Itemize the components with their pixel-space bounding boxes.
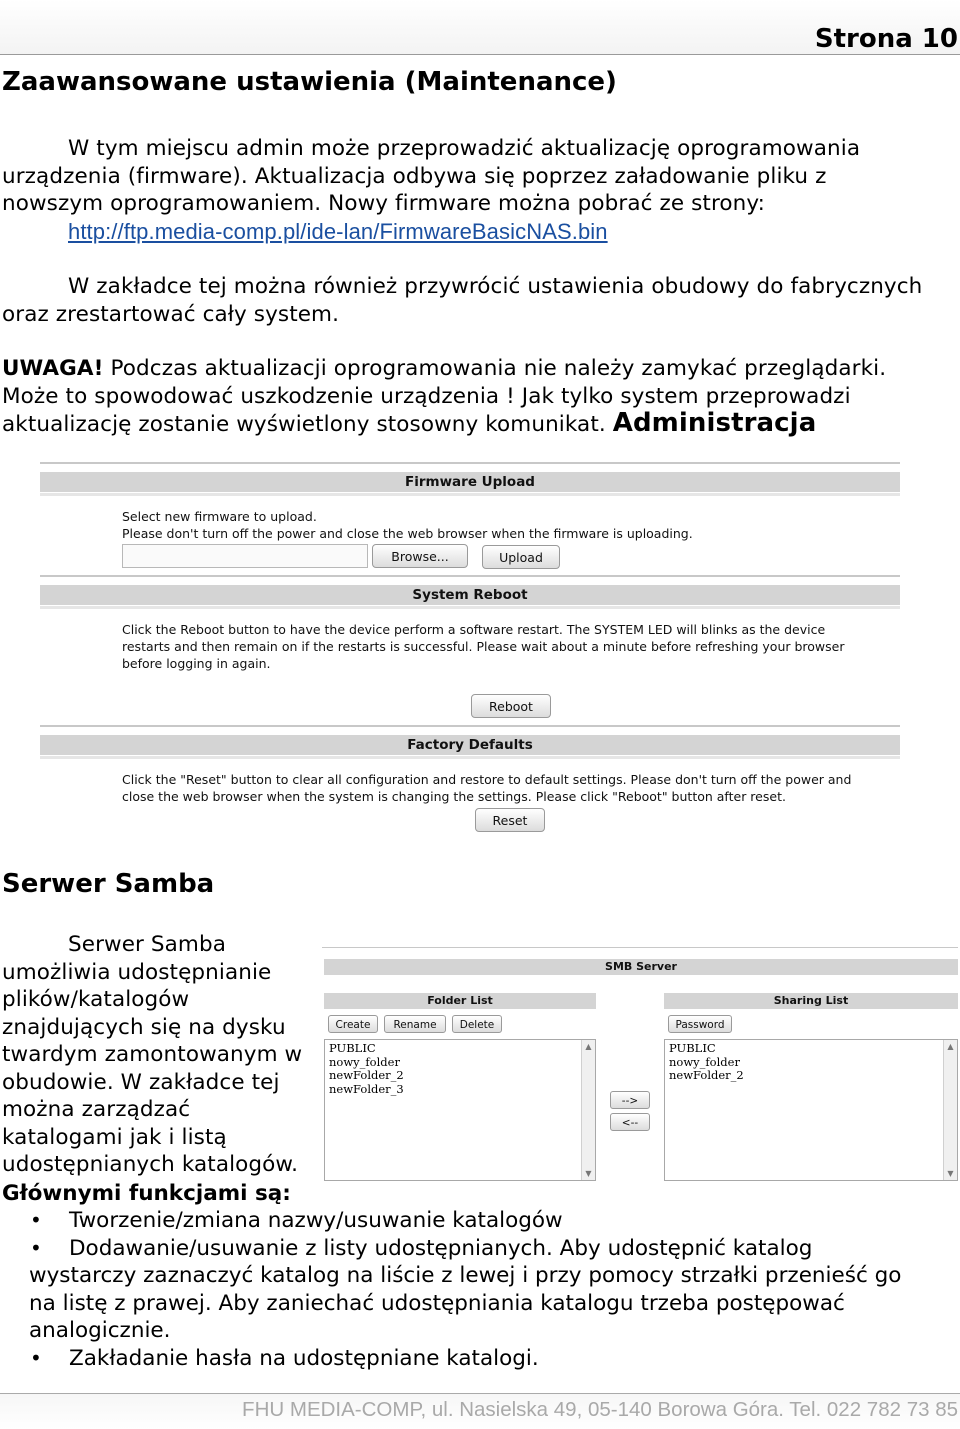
samba-paragraph [2, 931, 332, 1179]
list-item [0, 1235, 960, 1345]
firmware-text-2: Please don't turn off the power and close the web browser when the firmware is uploading. [122, 526, 693, 541]
reset-button[interactable]: Reset [475, 808, 545, 832]
bullet-icon: • [30, 1345, 42, 1370]
reboot-text-2: restarts and then remain on if the restarts is successful. Please wait about a minute before refreshing your browser [122, 639, 845, 654]
factory-top-line [40, 725, 900, 727]
list-item[interactable]: PUBLIC [669, 1041, 716, 1055]
reset-line-1: W zakładce tej można również przywrócić ustawienia obudowy do fabrycznych [68, 274, 923, 299]
reset-line-2: oraz zrestartować cały system. [2, 301, 340, 327]
bullet-text-cont: analogicznie. [29, 1318, 171, 1343]
warning-line-1: Podczas aktualizacji oprogramowania nie należy zamykać przeglądarki. [103, 356, 887, 381]
samba-line-3: plików/katalogów [2, 987, 190, 1012]
bullet-text-cont: na listę z prawej. Aby zaniechać udostępniania katalogu trzeba postępować [29, 1290, 845, 1316]
firmware-text-1: Select new firmware to upload. [122, 509, 317, 524]
list-item [0, 1207, 960, 1235]
folder-listbox[interactable] [324, 1039, 596, 1181]
samba-line-8: katalogami jak i listą [2, 1124, 227, 1150]
firmware-download-link[interactable]: http://ftp.media-comp.pl/ide-lan/FirmwareBasicNAS.bin [68, 218, 608, 244]
reboot-button[interactable]: Reboot [471, 694, 551, 718]
warning-line-2: Może to spowodować uszkodzenie urządzenia ! Jak tylko system przeprowadzi [2, 383, 851, 409]
list-item[interactable]: newFolder_2 [329, 1068, 404, 1082]
delete-folder-button[interactable]: Delete [452, 1015, 502, 1033]
bullet-icon: • [30, 1235, 42, 1260]
warning-paragraph [2, 355, 960, 439]
sharing-listbox[interactable] [664, 1039, 958, 1181]
create-folder-button[interactable]: Create [328, 1015, 378, 1033]
list-item[interactable]: nowy_folder [329, 1054, 400, 1069]
samba-line-6: obudowie. W zakładce tej [2, 1069, 280, 1095]
reset-paragraph [2, 273, 960, 328]
samba-line-5: twardym zamontowanym w [2, 1042, 303, 1067]
header-divider [0, 54, 960, 55]
list-item[interactable]: newFolder_2 [669, 1068, 744, 1082]
maintenance-screenshot [40, 462, 900, 842]
samba-line-1: Serwer Samba [68, 932, 226, 957]
bullet-text: Tworzenie/zmiana nazwy/usuwanie katalogów [69, 1208, 563, 1233]
administracja-heading: Administracja [612, 408, 817, 438]
bullet-text: Dodawanie/usuwanie z listy udostępnianych. Aby udostępnić katalog [69, 1235, 813, 1261]
bullet-text-cont: wystarczy zaznaczyć katalog na liście z lewej i przy pomocy strzałki przenieść go [29, 1263, 902, 1288]
bullet-icon: • [30, 1208, 42, 1232]
list-item[interactable]: PUBLIC [329, 1041, 376, 1055]
sharing-list-title: Sharing List [664, 993, 958, 1009]
system-reboot-title: System Reboot [40, 585, 900, 605]
scroll-down-icon[interactable]: ▼ [947, 1169, 954, 1178]
samba-line-4: znajdujących się na dysku [2, 1014, 286, 1040]
functions-list [0, 1207, 960, 1372]
smb-server-title: SMB Server [324, 959, 958, 975]
scroll-up-icon[interactable]: ▲ [585, 1042, 592, 1051]
move-right-button[interactable]: --> [610, 1091, 650, 1109]
factory-defaults-title: Factory Defaults [40, 735, 900, 755]
browse-button[interactable]: Browse... [372, 544, 468, 568]
page-title: Zaawansowane ustawienia (Maintenance) [2, 67, 617, 97]
bullet-text: Zakładanie hasła na udostępniane katalogi. [69, 1345, 539, 1371]
list-item[interactable]: newFolder_3 [329, 1081, 404, 1096]
list-item [0, 1345, 960, 1373]
warning-label: UWAGA! [2, 356, 104, 381]
warning-line-3: aktualizację zostanie wyświetlony stosowny komunikat. [2, 412, 613, 437]
reboot-top-line [40, 575, 900, 577]
smb-screenshot [322, 947, 958, 1183]
samba-line-9: udostępnianych katalogów. [2, 1152, 299, 1177]
factory-bar-line [40, 756, 900, 759]
factory-text-2: close the web browser when the system is changing the settings. Please click "Reboot" button after reset. [122, 789, 786, 804]
sharing-list-scrollbar[interactable] [943, 1040, 957, 1180]
upload-button[interactable]: Upload [482, 545, 560, 569]
firmware-top-line [40, 462, 900, 464]
samba-heading: Serwer Samba [2, 869, 215, 899]
list-item[interactable]: nowy_folder [669, 1054, 740, 1069]
intro-paragraph [2, 135, 960, 246]
intro-line-1: W tym miejscu admin może przeprowadzić aktualizację oprogramowania [68, 136, 861, 161]
reboot-bar-line [40, 606, 900, 609]
footer-text: FHU MEDIA-COMP, ul. Nasielska 49, 05-140 Borowa Góra. Tel. 022 782 73 85 [242, 1398, 958, 1421]
intro-line-2: urządzenia (firmware). Aktualizacja odbywa się poprzez załadowanie pliku z [2, 163, 827, 189]
samba-line-7: można zarządzać [2, 1097, 191, 1122]
intro-line-3: nowszym oprogramowaniem. Nowy firmware można pobrać ze strony: [2, 191, 766, 216]
functions-label: Głównymi funkcjami są: [2, 1181, 291, 1206]
firmware-file-field[interactable] [122, 544, 368, 568]
reboot-text-1: Click the Reboot button to have the device perform a software restart. The SYSTEM LED will blinks as the device [122, 622, 826, 637]
rename-folder-button[interactable]: Rename [384, 1015, 446, 1033]
samba-line-2: umożliwia udostępnianie [2, 959, 272, 985]
folder-list-title: Folder List [324, 993, 596, 1009]
smb-top-line [322, 947, 958, 948]
reboot-text-3: before logging in again. [122, 656, 271, 671]
scroll-up-icon[interactable]: ▲ [947, 1042, 954, 1051]
footer-divider [0, 1393, 960, 1394]
folder-list-scrollbar[interactable] [581, 1040, 595, 1180]
firmware-bar-line [40, 493, 900, 496]
password-button[interactable]: Password [668, 1015, 732, 1033]
firmware-upload-title: Firmware Upload [40, 472, 900, 492]
factory-text-1: Click the "Reset" button to clear all configuration and restore to default settings. Please don't turn off the power and [122, 772, 852, 787]
page-number: Strona 10 [814, 24, 958, 54]
move-left-button[interactable]: <-- [610, 1113, 650, 1131]
scroll-down-icon[interactable]: ▼ [585, 1169, 592, 1178]
